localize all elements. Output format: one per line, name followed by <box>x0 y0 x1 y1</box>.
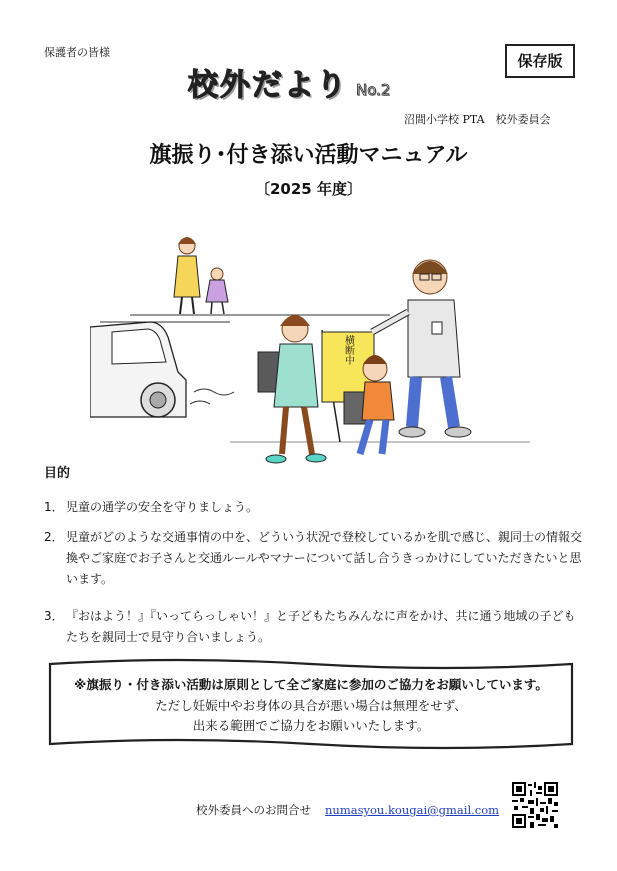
crossing-guard-illustration <box>90 222 530 477</box>
crossing-flag-text: 横断中 <box>342 335 354 365</box>
addressee: 保護者の皆様 <box>44 46 110 59</box>
document-year: 〔2025 年度〕 <box>255 180 362 198</box>
issue-number: No.2 <box>356 81 391 99</box>
purpose-item <box>44 497 584 518</box>
purpose-item <box>44 606 584 648</box>
purpose-item <box>44 527 584 590</box>
purpose-item-number: 3． <box>44 609 64 623</box>
purpose-item-text: 『おはよう！』『いってらっしゃい！』と子どもたちみんなに声をかけ、共に通う地域の子どもたちを親同士で見守り合いましょう。 <box>66 609 576 644</box>
contact-label: 校外委員へのお問合せ <box>196 803 311 817</box>
car-image <box>90 322 234 417</box>
notice-line: ただし妊娠中やお身体の具合が悪い場合は無理をせず、 <box>155 698 467 713</box>
purpose-heading: 目的 <box>44 466 71 481</box>
publisher: 沼間小学校 PTA 校外委員会 <box>404 113 551 126</box>
girl-student-image <box>258 315 326 463</box>
purpose-item-number: 1． <box>44 500 64 514</box>
contact-line <box>196 802 499 818</box>
notice-line: 出来る範囲でご協力をお願いいたします。 <box>192 718 430 733</box>
participation-notice <box>46 658 576 750</box>
purpose-item-text: 児童がどのような交通事情の中を、どういう状況で登校しているかを肌で感じ、親同士の情報交換やご家庭でお子さんと交通ルールやマナーについて話し合うきっかけにしていただきたいと思います。 <box>66 530 583 586</box>
notice-main-line: ※旗振り・付き添い活動は原則として全ご家庭に参加のご協力をお願いしています。 <box>74 677 548 692</box>
newsletter-title <box>188 60 390 104</box>
mother-and-child-image <box>174 237 228 314</box>
purpose-item-text: 児童の通学の安全を守りましょう。 <box>66 500 259 514</box>
newsletter-title-text: 校外だより <box>188 68 348 103</box>
contact-email-link[interactable]: numasyou.kougai@gmail.com <box>325 803 500 817</box>
purpose-item-number: 2． <box>44 530 64 544</box>
qr-code-icon[interactable] <box>512 782 558 828</box>
keep-copy-badge: 保存版 <box>505 44 575 78</box>
document-title: 旗振り･付き添い活動マニュアル <box>149 143 468 168</box>
